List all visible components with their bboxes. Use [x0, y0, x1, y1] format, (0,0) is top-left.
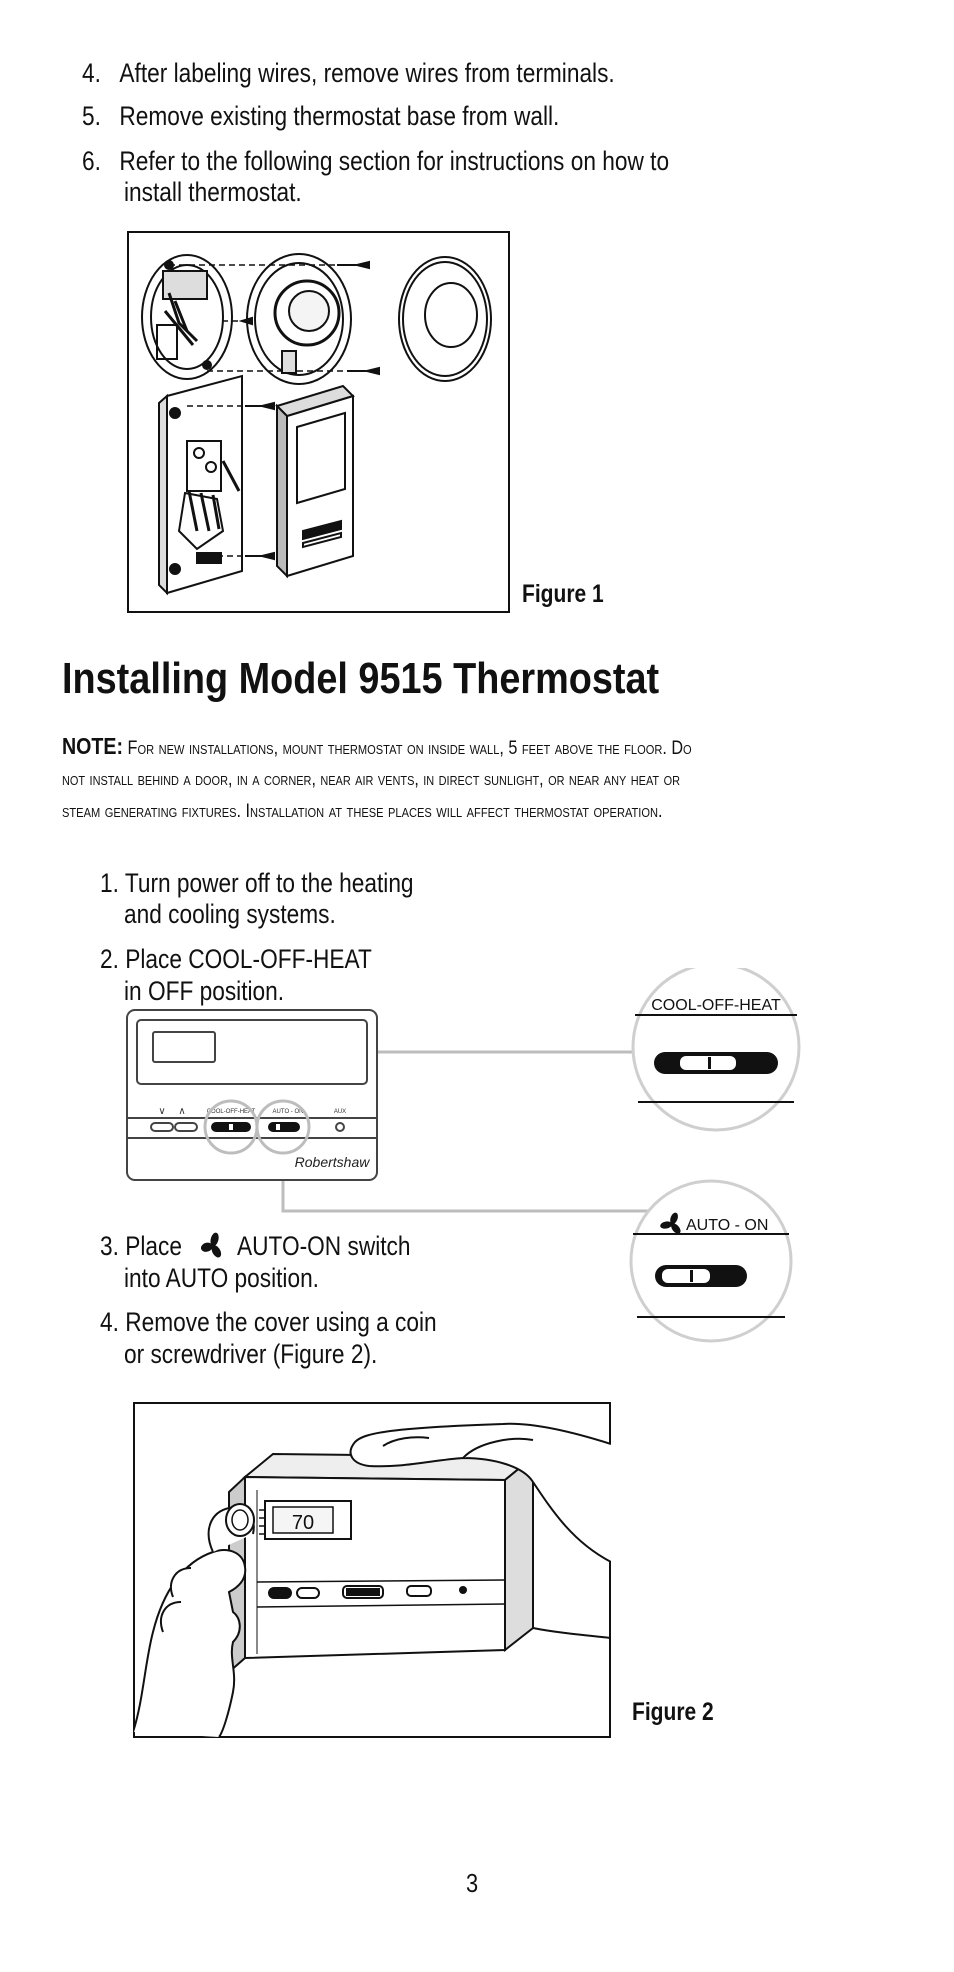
panel-aux-label: AUX: [333, 1109, 347, 1115]
note-line-2: [62, 763, 796, 796]
callout1-label: COOL-OFF-HEAT: [651, 997, 781, 1014]
step-6: [82, 146, 781, 177]
install-step-3-continued: [124, 1263, 356, 1294]
step-number: 4.: [100, 1307, 119, 1337]
callout-auto-on: [631, 1181, 791, 1341]
note-text: For new installations, mount thermostat on inside wall, 5 feet above the floor. Do: [127, 738, 692, 759]
step-number: 4.: [82, 58, 101, 88]
down-button: [151, 1123, 173, 1131]
auto-on-switch: [268, 1122, 300, 1132]
page-number: 3: [466, 1868, 479, 1898]
install-step-1: [100, 868, 473, 899]
thermostat-body: [229, 1454, 533, 1672]
step-text: Place COOL-OFF-HEAT: [125, 944, 372, 974]
panel-switch2-label: AUTO - ON: [272, 1109, 304, 1115]
install-step-4: [100, 1307, 501, 1338]
figure-2-illustration: [133, 1402, 611, 1738]
install-step-4-continued: [124, 1339, 426, 1370]
step-text: in OFF position.: [124, 976, 285, 1006]
note-text: steam generating fixtures. Installation at these places will affect thermostat operation.: [62, 801, 663, 822]
note-line-1: [62, 730, 800, 765]
step-text: Place: [125, 1231, 182, 1261]
step-number: 5.: [82, 101, 101, 131]
step-text: Remove existing thermostat base from wall.: [119, 101, 560, 131]
step-text: into AUTO position.: [124, 1263, 319, 1293]
step-text: After labeling wires, remove wires from terminals.: [119, 58, 615, 88]
step-4: [82, 58, 716, 89]
figure-1-label: Figure 1: [522, 580, 604, 608]
display-value: 70: [291, 1512, 315, 1534]
figure-2-label: Figure 2: [632, 1698, 714, 1726]
step-text: install thermostat.: [124, 177, 302, 207]
thermostat-panel: [127, 1010, 377, 1180]
section-title: Installing Model 9515 Thermostat: [62, 654, 660, 703]
step-text: AUTO-ON switch: [237, 1231, 411, 1261]
step-number: 1.: [100, 868, 119, 898]
step-5: [82, 101, 650, 132]
step-number: 2.: [100, 944, 119, 974]
step-text: Remove the cover using a coin: [125, 1307, 437, 1337]
step-number: 6.: [82, 146, 101, 176]
step-6-continued: [124, 177, 336, 208]
note-line-3: [62, 795, 766, 828]
down-arrow-icon: ∨: [158, 1106, 166, 1117]
panel-switch1-label: COOL-OFF-HEAT: [206, 1109, 256, 1115]
step-number: 3.: [100, 1231, 119, 1261]
step-text: or screwdriver (Figure 2).: [124, 1339, 378, 1369]
install-step-3: [100, 1231, 470, 1262]
note-text: not install behind a door, in a corner, near air vents, in direct sunlight, or near any heat or: [62, 769, 680, 790]
install-step-1-continued: [124, 899, 376, 930]
up-button: [175, 1123, 197, 1131]
callout-cool-off-heat: [633, 968, 799, 1130]
up-arrow-icon: ∧: [178, 1106, 186, 1117]
step-text: and cooling systems.: [124, 899, 336, 929]
fan-icon: [200, 1232, 225, 1260]
display-screen: [153, 1032, 215, 1062]
note-label: NOTE:: [62, 733, 124, 759]
coin-icon: [226, 1504, 254, 1536]
figure-1-illustration: [127, 231, 510, 613]
brand-logo: Robertshaw: [294, 1154, 370, 1170]
aux-indicator: [336, 1123, 344, 1131]
step-text: Refer to the following section for instructions on how to: [119, 146, 670, 176]
step-text: Turn power off to the heating: [124, 868, 414, 898]
callout2-label: AUTO - ON: [686, 1217, 769, 1234]
